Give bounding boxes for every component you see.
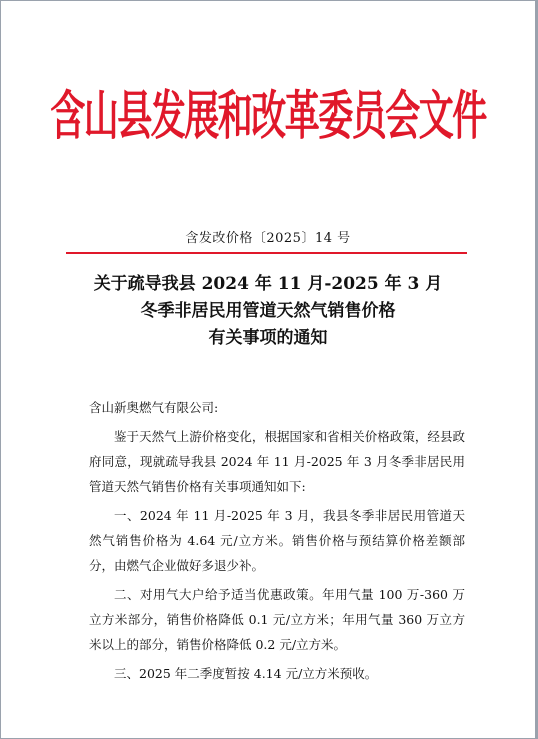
red-divider-line [66,252,467,254]
paragraph-item-2: 二、对用气大户给予适当优惠政策。年用气量 100 万-360 万立方米部分，销售价格降低 0.1 元/立方米；年用气量 360 万立方米以上的部分，销售价格降低 0.2 元/立方米。 [89,587,465,652]
notice-title-line-1: 关于疏导我县 2024 年 11 月-2025 年 3 月 [93,274,443,294]
paragraph-intro: 鉴于天然气上游价格变化，根据国家和省相关价格政策，经县政府同意，现就疏导我县 2024 年 11 月-2025 年 3 月冬季非居民用管道天然气销售价格有关事项通知如下: [89,429,465,494]
paragraph-item-1: 一、2024 年 11 月-2025 年 3 月，我县冬季非居民用管道天然气销售价格为 4.64 元/立方米。销售价格与预结算价格差额部分，由燃气企业做好多退少补。 [89,508,465,573]
masthead-title: 含山县发展和改革委员会文件 [50,87,486,147]
paragraph-item-3: 三、2025 年二季度暂按 4.14 元/立方米预收。 [114,666,378,681]
salutation: 含山新奥燃气有限公司: [89,400,219,415]
notice-body [89,395,465,690]
notice-title-line-3: 有关事项的通知 [208,328,328,348]
document-number: 含发改价格〔2025〕14 号 [185,231,351,246]
notice-title-line-2: 冬季非居民用管道天然气销售价格 [140,301,396,321]
notice-title [1,271,535,352]
